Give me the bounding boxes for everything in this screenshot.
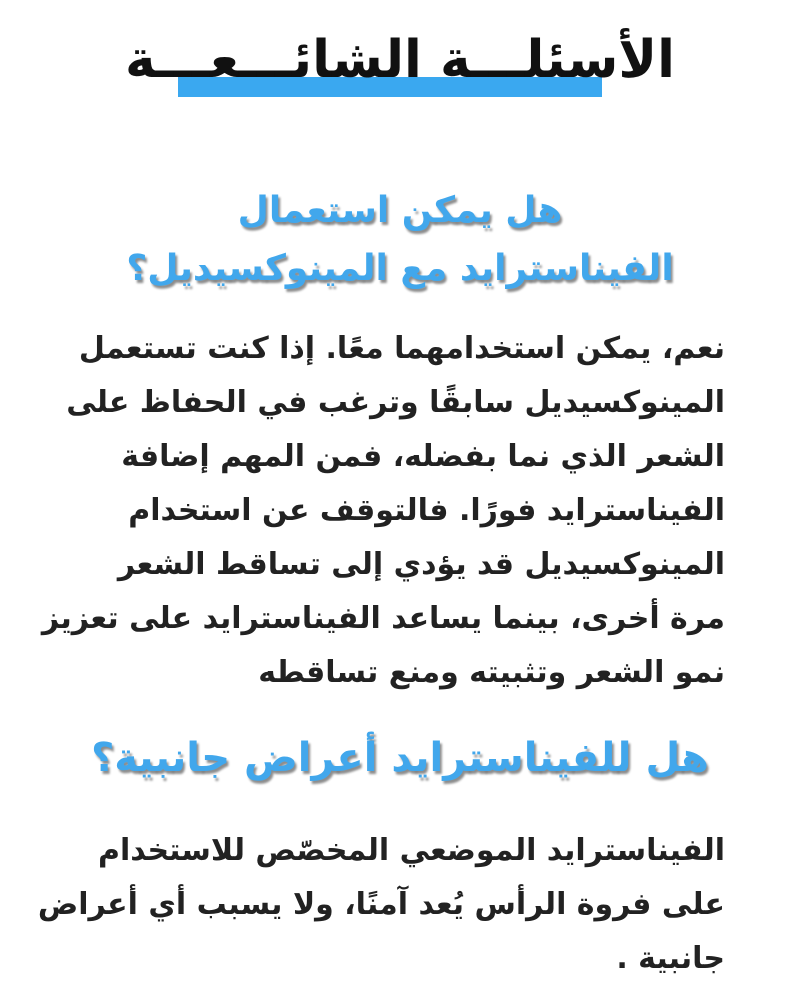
faq-answer-1-line-5: المينوكسيديل قد يؤدي إلى تساقط الشعر	[117, 547, 725, 582]
faq-answer-1-line-1: نعم، يمكن استخدامهما معًا. إذا كنت تستعمل	[78, 331, 725, 366]
faq-answer-2	[37, 824, 725, 986]
faq-answer-1-line-4: الفيناسترايد فورًا. فالتوقف عن استخدام	[128, 493, 725, 528]
faq-question-1-line-1: هل يمكن استعمال	[237, 190, 563, 231]
faq-question-1-line-2: الفيناسترايد مع المينوكسيديل؟	[126, 248, 674, 289]
page-title-block	[0, 22, 800, 112]
page-title: الأسئلـــة الشائـــعـــة	[125, 30, 675, 90]
faq-answer-1-line-3: الشعر الذي نما بفضله، فمن المهم إضافة	[121, 439, 725, 474]
faq-answer-2-line-1: الفيناسترايد الموضعي المخصّص للاستخدام	[97, 833, 725, 868]
faq-question-2: هل للفيناسترايد أعراض جانبية؟	[91, 735, 709, 781]
faq-answer-1-line-2: المينوكسيديل سابقًا وترغب في الحفاظ على	[66, 385, 725, 420]
faq-answer-1-line-7: نمو الشعر وتثبيته ومنع تساقطه	[258, 655, 725, 690]
faq-question-1	[60, 182, 740, 298]
faq-answer-1	[41, 322, 725, 700]
faq-answer-2-line-2: على فروة الرأس يُعد آمنًا، ولا يسبب أي أعراض	[37, 887, 725, 922]
faq-answer-2-line-3: جانبية .	[616, 941, 725, 976]
faq-answer-1-line-6: مرة أخرى، بينما يساعد الفيناسترايد على تعزيز	[41, 601, 725, 636]
